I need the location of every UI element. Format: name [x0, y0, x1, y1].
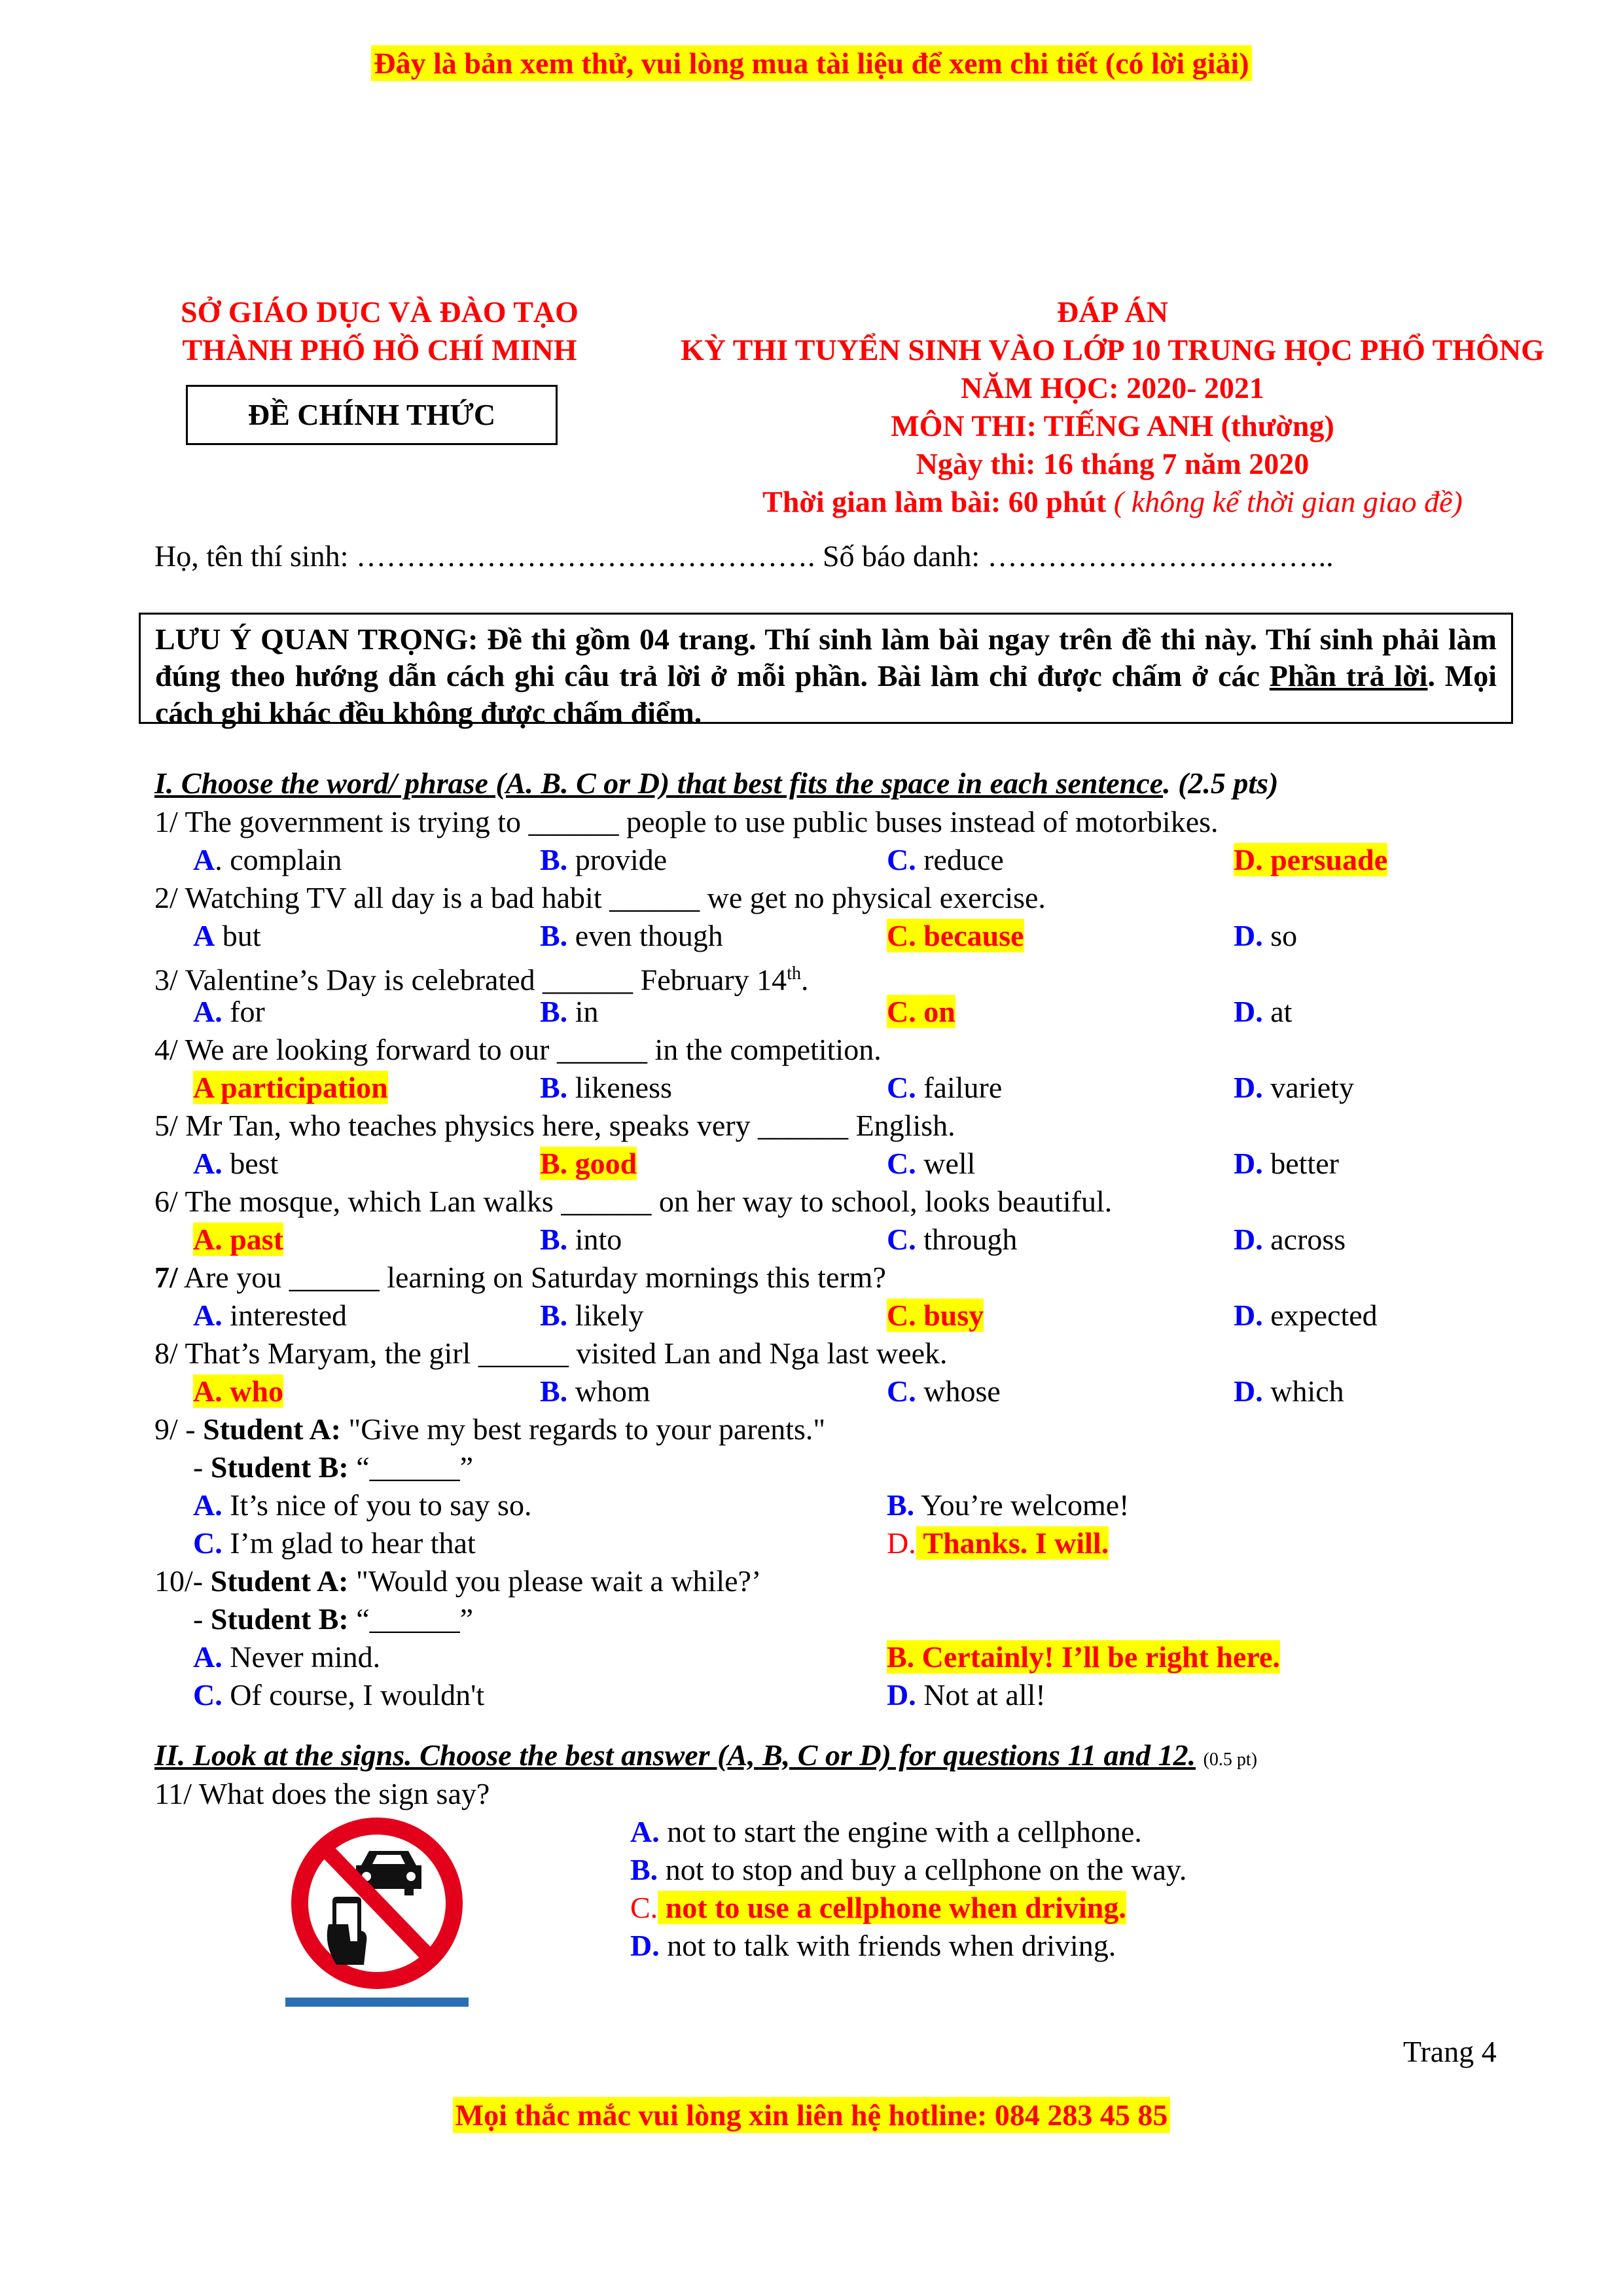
note-underlined: Phần trả lời — [1269, 659, 1428, 692]
q4-answer — [193, 1069, 388, 1107]
q8-option-d-letter: D. — [1234, 1374, 1263, 1408]
q10-option-a — [193, 1638, 380, 1676]
section-2-points: (0.5 pt) — [1203, 1749, 1258, 1770]
question-9-reply — [193, 1448, 473, 1486]
page-number: Trang 4 — [1403, 2035, 1497, 2068]
q8-option-c-letter: C. — [887, 1374, 916, 1408]
section-2-heading: II. Look at the signs. Choose the best answer (A, B, C or D) for questions 11 and 12. — [154, 1738, 1196, 1772]
q9-speaker-b: Student B: — [210, 1450, 349, 1484]
q8-option-c-text: whose — [916, 1374, 1001, 1408]
q11-option-d — [630, 1927, 1116, 1965]
q3-option-b — [540, 993, 598, 1031]
q7-answer-text: C. busy — [887, 1299, 984, 1332]
q11-option-d-letter: D. — [630, 1929, 660, 1962]
q1-option-a — [193, 841, 342, 879]
q1-option-c — [887, 841, 1004, 879]
q7-option-d-letter: D. — [1234, 1299, 1263, 1332]
q10-option-d-text: Not at all! — [916, 1678, 1046, 1712]
q7-option-b — [540, 1297, 643, 1335]
q2-option-d-letter: D. — [1234, 919, 1263, 952]
q8-option-c — [887, 1372, 1001, 1410]
q9-line-a: "Give my best regards to your parents." — [341, 1412, 826, 1446]
q1-option-a-letter: A — [193, 843, 215, 876]
note-text-2: . Mọi cách ghi khác đều không được chấm điểm. — [155, 659, 1497, 729]
question-8-stem: 8/ That’s Maryam, the girl ______ visited Lan and Nga last week. — [154, 1336, 948, 1370]
hotline-banner-text: Mọi thắc mắc vui lòng xin liên hệ hotline: 084 283 45 85 — [453, 2097, 1171, 2133]
q10-option-a-text: Never mind. — [222, 1640, 381, 1674]
q9-option-b — [887, 1486, 1130, 1524]
q4-option-b-letter: B. — [540, 1071, 568, 1104]
q9-option-b-letter: B. — [887, 1488, 915, 1522]
q5-option-c-letter: C. — [887, 1147, 916, 1180]
q8-option-b-letter: B. — [540, 1374, 568, 1408]
section-2-title — [154, 1738, 1257, 1772]
q3-option-a-letter: A. — [193, 995, 223, 1028]
section-1-points: . (2.5 pts) — [1163, 766, 1279, 800]
q9-speaker-a: Student A: — [203, 1412, 341, 1446]
q11-option-a — [630, 1813, 1142, 1851]
q6-option-b-text: into — [567, 1223, 622, 1256]
q10-option-c — [193, 1676, 484, 1714]
q3-answer — [887, 993, 955, 1031]
q10-number: 10/- — [154, 1564, 211, 1598]
q5-option-c — [887, 1145, 975, 1183]
q7-option-d — [1234, 1297, 1378, 1335]
q10-option-d — [887, 1676, 1046, 1714]
phone-hand-icon — [327, 1897, 367, 1965]
q8-option-b — [540, 1372, 651, 1410]
q3-stem-sup: th — [787, 963, 801, 984]
q7-option-a-text: interested — [222, 1299, 348, 1332]
q5-option-d — [1234, 1145, 1339, 1183]
q2-option-a-letter: A — [193, 919, 215, 952]
q10-speaker-b: Student B: — [210, 1602, 349, 1636]
preview-banner-text: Đây là bản xem thử, vui lòng mua tài liệu để xem chi tiết (có lời giải) — [371, 45, 1251, 81]
q6-option-c-letter: C. — [887, 1223, 916, 1256]
q1-option-c-letter: C. — [887, 843, 916, 876]
q6-option-b-letter: B. — [540, 1223, 568, 1256]
q6-answer — [193, 1221, 283, 1259]
question-1-stem: 1/ The government is trying to ______ people to use public buses instead of motorbikes. — [154, 805, 1219, 838]
q10-line-a: "Would you please wait a while?’ — [348, 1564, 762, 1598]
q2-option-d-text: so — [1262, 919, 1298, 952]
q9-option-c-text: I’m glad to hear that — [222, 1526, 476, 1560]
q3-option-a-text: for — [222, 995, 265, 1028]
important-note — [139, 613, 1513, 729]
q9-option-a-text: It’s nice of you to say so. — [222, 1488, 532, 1522]
q9-option-a-letter: A. — [193, 1488, 223, 1522]
exam-name: KỲ THI TUYỂN SINH VÀO LỚP 10 TRUNG HỌC PHỔ THÔNG — [681, 333, 1544, 367]
q9-dash: - — [193, 1450, 211, 1484]
q9-answer-text: Thanks. I will. — [916, 1526, 1109, 1560]
preview-banner — [0, 46, 1623, 81]
q7-number: 7/ — [154, 1261, 178, 1294]
q4-option-c-letter: C. — [887, 1071, 916, 1104]
q6-option-d-letter: D. — [1234, 1223, 1263, 1256]
q3-option-d-text: at — [1262, 995, 1293, 1028]
q4-option-b — [540, 1069, 672, 1107]
q7-option-d-text: expected — [1262, 1299, 1378, 1332]
q8-option-b-text: whom — [567, 1374, 651, 1408]
q6-option-d-text: across — [1262, 1223, 1346, 1256]
exam-subject: MÔN THI: TIẾNG ANH (thường) — [891, 409, 1334, 442]
question-6-stem: 6/ The mosque, which Lan walks ______ on her way to school, looks beautiful. — [154, 1185, 1113, 1218]
q7-option-a-letter: A. — [193, 1299, 223, 1332]
q9-answer-letter: D. — [887, 1526, 916, 1560]
q8-option-d — [1234, 1372, 1344, 1410]
q6-option-d — [1234, 1221, 1346, 1259]
q2-option-a-text: but — [215, 919, 261, 952]
q9-number: 9/ - — [154, 1412, 204, 1446]
q3-option-b-text: in — [567, 995, 599, 1028]
section-1-title — [154, 766, 1278, 800]
q7-stem-text: Are you ______ learning on Saturday mornings this term? — [177, 1261, 886, 1294]
q7-answer — [887, 1297, 984, 1335]
question-10-reply — [193, 1600, 473, 1638]
official-exam-box: ĐỀ CHÍNH THỨC — [186, 385, 558, 445]
q6-option-c — [887, 1221, 1017, 1259]
q10-answer — [887, 1638, 1280, 1676]
q4-option-b-text: likeness — [567, 1071, 672, 1104]
q2-answer-text: C. because — [887, 919, 1024, 952]
q3-option-a — [193, 993, 265, 1031]
q5-option-d-text: better — [1262, 1147, 1339, 1180]
exam-header — [615, 293, 1610, 521]
q10-speaker-a: Student A: — [210, 1564, 349, 1598]
exam-answer-title: ĐÁP ÁN — [1057, 295, 1168, 329]
image-caption-bar — [285, 1998, 469, 2007]
q9-option-b-text: You’re welcome! — [914, 1488, 1130, 1522]
q2-answer — [887, 917, 1024, 955]
section-1-heading: I. Choose the word/ phrase (A. B. C or D) that best fits the space in each sentence — [154, 766, 1164, 800]
exam-time-label: Thời gian làm bài: 60 phút — [762, 485, 1107, 518]
q6-option-c-text: through — [916, 1223, 1018, 1256]
q10-answer-text: B. Certainly! I’ll be right here. — [887, 1640, 1280, 1674]
q1-option-b-letter: B. — [540, 843, 568, 876]
question-7-stem — [154, 1259, 886, 1297]
q11-option-d-text: not to talk with friends when driving. — [659, 1929, 1116, 1962]
q1-option-b — [540, 841, 667, 879]
q3-answer-text: C. on — [887, 995, 955, 1028]
exam-time-note: ( không kể thời gian giao đề) — [1113, 485, 1463, 518]
q9-answer — [887, 1524, 1109, 1562]
q11-option-a-letter: A. — [630, 1815, 660, 1848]
q9-option-c — [193, 1524, 476, 1562]
q2-option-b-text: even though — [567, 919, 723, 952]
q4-option-d — [1234, 1069, 1354, 1107]
q9-line-b: “______” — [348, 1450, 474, 1484]
q11-option-b-text: not to stop and buy a cellphone on the way. — [658, 1853, 1187, 1886]
q5-option-a-letter: A. — [193, 1147, 223, 1180]
q11-option-b — [630, 1851, 1186, 1889]
q5-option-c-text: well — [916, 1147, 976, 1180]
q11-option-a-text: not to start the engine with a cellphone. — [659, 1815, 1142, 1848]
q6-option-b — [540, 1221, 622, 1259]
q7-option-b-letter: B. — [540, 1299, 568, 1332]
question-4-stem: 4/ We are looking forward to our ______ in the competition. — [154, 1033, 882, 1066]
q2-option-a — [193, 917, 261, 955]
department-header — [131, 293, 628, 369]
exam-time — [615, 483, 1610, 521]
question-9-stem — [154, 1410, 825, 1448]
no-phone-driving-sign — [285, 1813, 469, 2009]
q10-dash: - — [193, 1602, 211, 1636]
q5-answer — [540, 1145, 637, 1183]
q3-option-d-letter: D. — [1234, 995, 1263, 1028]
exam-date: Ngày thi: 16 tháng 7 năm 2020 — [916, 447, 1310, 480]
school-year: NĂM HỌC: 2020- 2021 — [961, 371, 1264, 404]
question-2-stem: 2/ Watching TV all day is a bad habit ______ we get no physical exercise. — [154, 881, 1046, 914]
q5-option-a — [193, 1145, 278, 1183]
question-5-stem: 5/ Mr Tan, who teaches physics here, speaks very ______ English. — [154, 1109, 955, 1142]
q9-option-a — [193, 1486, 531, 1524]
q1-answer-text: D. persuade — [1234, 843, 1388, 876]
q10-option-c-letter: C. — [193, 1678, 223, 1712]
q11-answer — [630, 1889, 1126, 1927]
q11-answer-letter: C. — [630, 1891, 658, 1924]
q4-answer-text: A participation — [193, 1071, 388, 1104]
q8-option-d-text: which — [1262, 1374, 1344, 1408]
q11-option-b-letter: B. — [630, 1853, 658, 1886]
q8-answer-text: A. who — [193, 1374, 284, 1408]
q6-answer-text: A. past — [193, 1223, 284, 1256]
q4-option-c-text: failure — [916, 1071, 1003, 1104]
q5-answer-text: B. good — [540, 1147, 637, 1180]
q2-option-b-letter: B. — [540, 919, 568, 952]
q8-answer — [193, 1372, 283, 1410]
q10-line-b: “______” — [348, 1602, 474, 1636]
question-10-stem — [154, 1562, 761, 1600]
q3-stem-end: . — [800, 963, 809, 997]
q10-option-d-letter: D. — [887, 1678, 916, 1712]
q2-option-d — [1234, 917, 1297, 955]
q11-answer-text: not to use a cellphone when driving. — [658, 1891, 1126, 1924]
q1-option-c-text: reduce — [916, 843, 1004, 876]
q4-option-c — [887, 1069, 1002, 1107]
department-line-2: THÀNH PHỐ HỒ CHÍ MINH — [182, 333, 577, 367]
q5-option-a-text: best — [222, 1147, 279, 1180]
q4-option-d-letter: D. — [1234, 1071, 1263, 1104]
q7-option-b-text: likely — [567, 1299, 644, 1332]
q9-option-c-letter: C. — [193, 1526, 223, 1560]
department-line-1: SỞ GIÁO DỤC VÀ ĐÀO TẠO — [181, 295, 579, 329]
q1-option-a-text: . complain — [215, 843, 342, 876]
q10-option-c-text: Of course, I wouldn't — [222, 1678, 485, 1712]
q4-option-d-text: variety — [1262, 1071, 1354, 1104]
q10-option-a-letter: A. — [193, 1640, 223, 1674]
q3-option-d — [1234, 993, 1292, 1031]
q1-option-b-text: provide — [567, 843, 668, 876]
q5-option-d-letter: D. — [1234, 1147, 1263, 1180]
q7-option-a — [193, 1297, 347, 1335]
q1-answer — [1234, 841, 1387, 879]
q3-stem-text: 3/ Valentine’s Day is celebrated ______ February 14 — [154, 963, 787, 997]
hotline-banner — [0, 2098, 1623, 2132]
q3-option-b-letter: B. — [540, 995, 568, 1028]
question-11-stem: 11/ What does the sign say? — [154, 1777, 490, 1810]
student-info-line: Họ, tên thí sinh: ………………………………………. Số báo danh: …………………………….. — [154, 539, 1334, 573]
q2-option-b — [540, 917, 723, 955]
note-text-1: LƯU Ý QUAN TRỌNG: Đề thi gồm 04 trang. Thí sinh làm bài ngay trên đề thi này. Thí sinh phải làm đúng theo hướng dẫn cách ghi câu trả lời ở mỗi phần. Bài làm chỉ được chấm ở các — [155, 622, 1497, 692]
